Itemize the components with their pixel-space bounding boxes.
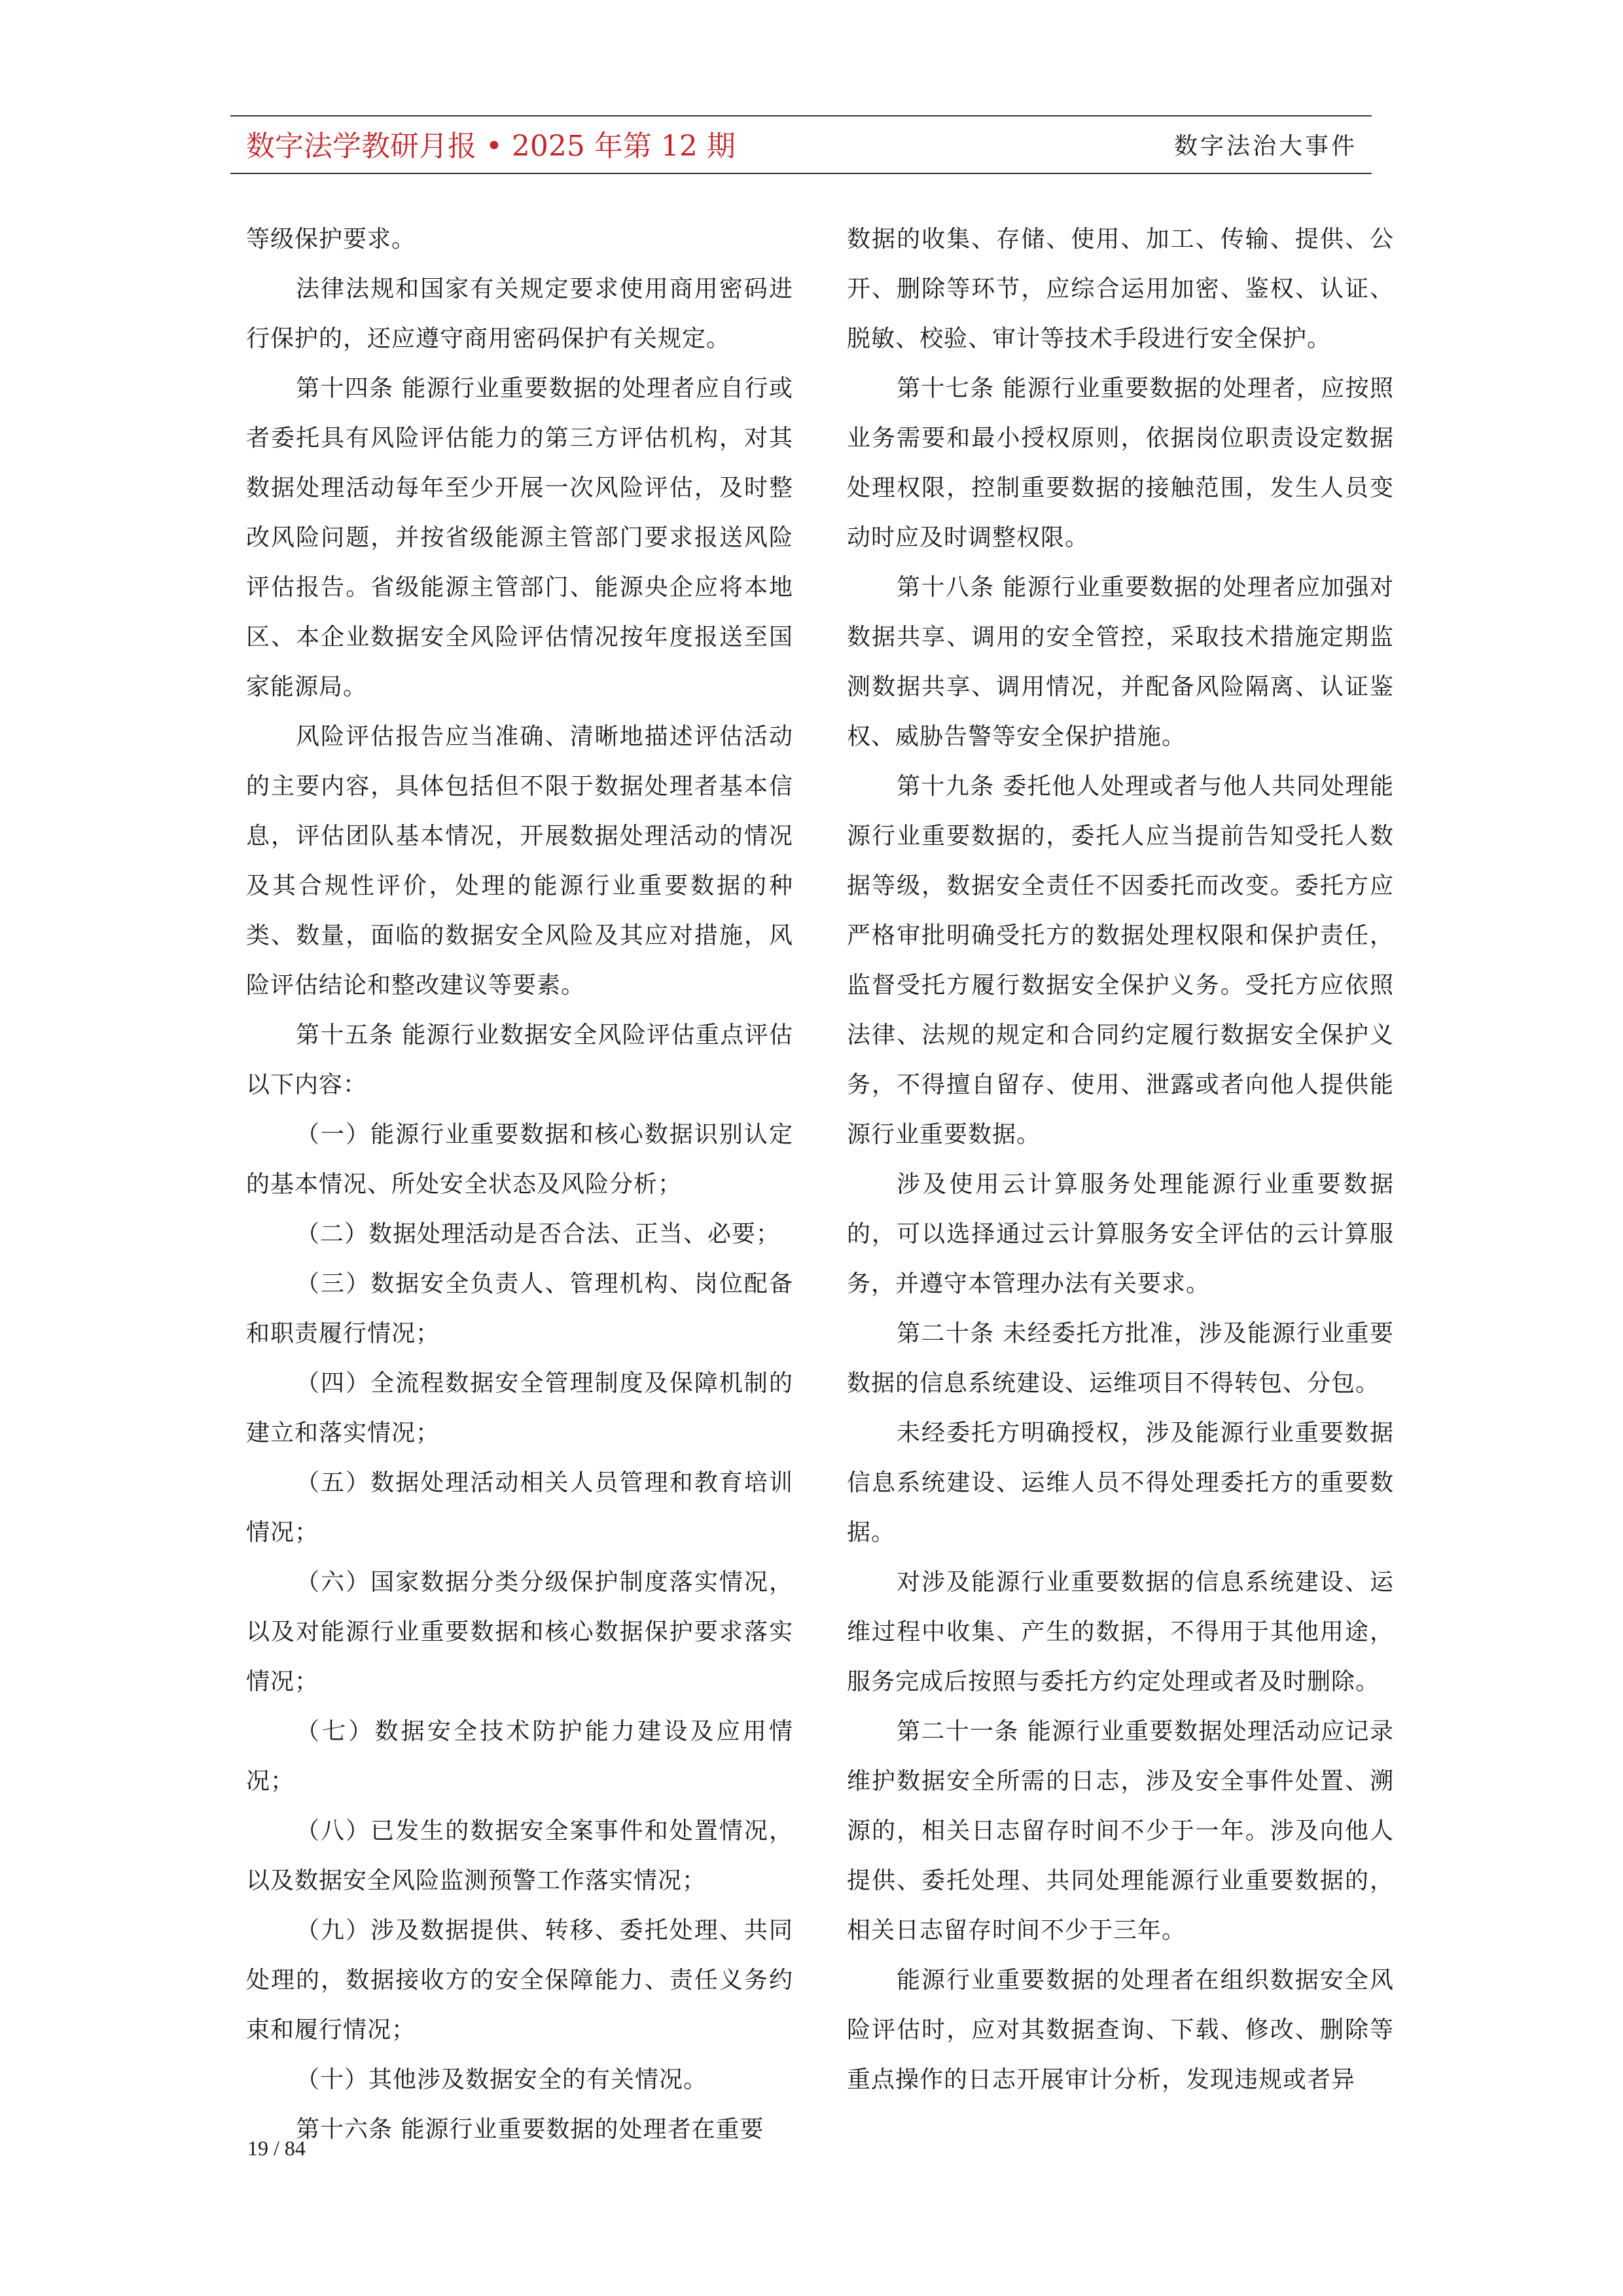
list-item: （九）涉及数据提供、转移、委托处理、共同处理的，数据接收方的安全保障能力、责任义务约束和履行情况； xyxy=(246,1917,793,2043)
paragraph: 第十五条 能源行业数据安全风险评估重点评估以下内容： xyxy=(246,1022,793,1098)
right-column xyxy=(847,215,1394,2105)
left-column xyxy=(246,215,793,2155)
journal-title: 数字法学教研月报 • 2025 年第 12 期 xyxy=(246,130,736,163)
list-item: （四）全流程数据安全管理制度及保障机制的建立和落实情况； xyxy=(246,1370,793,1446)
paragraph: 第二十一条 能源行业重要数据处理活动应记录维护数据安全所需的日志，涉及安全事件处置、溯源的，相关日志留存时间不少于一年。涉及向他人提供、委托处理、共同处理能源行业重要数据的，相关日志留存时间不少于三年。 xyxy=(847,1718,1394,1944)
paragraph: 未经委托方明确授权，涉及能源行业重要数据信息系统建设、运维人员不得处理委托方的重要数据。 xyxy=(847,1420,1394,1546)
paragraph: 涉及使用云计算服务处理能源行业重要数据的，可以选择通过云计算服务安全评估的云计算服务，并遵守本管理办法有关要求。 xyxy=(847,1171,1394,1297)
paragraph: 法律法规和国家有关规定要求使用商用密码进行保护的，还应遵守商用密码保护有关规定。 xyxy=(246,276,793,352)
paragraph: 等级保护要求。 xyxy=(246,226,416,253)
list-item: （六）国家数据分类分级保护制度落实情况，以及对能源行业重要数据和核心数据保护要求落实情况； xyxy=(246,1569,793,1695)
list-item: （一）能源行业重要数据和核心数据识别认定的基本情况、所处安全状态及风险分析； xyxy=(246,1121,793,1198)
list-item: （五）数据处理活动相关人员管理和教育培训情况； xyxy=(246,1469,793,1546)
list-item: （三）数据安全负责人、管理机构、岗位配备和职责履行情况； xyxy=(246,1270,793,1347)
list-item: （二）数据处理活动是否合法、正当、必要； xyxy=(296,1221,781,1247)
paragraph: 对涉及能源行业重要数据的信息系统建设、运维过程中收集、产生的数据，不得用于其他用途，服务完成后按照与委托方约定处理或者及时删除。 xyxy=(847,1569,1394,1695)
paragraph: 能源行业重要数据的处理者在组织数据安全风险评估时，应对其数据查询、下载、修改、删除等重点操作的日志开展审计分析，发现违规或者异 xyxy=(847,1967,1394,2093)
paragraph: 第十四条 能源行业重要数据的处理者应自行或者委托具有风险评估能力的第三方评估机构，对其数据处理活动每年至少开展一次风险评估，及时整改风险问题，并按省级能源主管部门要求报送风险评估报告。省级能源主管部门、能源央企应将本地区、本企业数据安全风险评估情况按年度报送至国家能源局。 xyxy=(246,375,793,700)
page-number: 19 / 84 xyxy=(247,2136,306,2160)
list-item: （八）已发生的数据安全案事件和处置情况，以及数据安全风险监测预警工作落实情况； xyxy=(246,1818,793,1894)
page-header xyxy=(230,115,1372,174)
paragraph: 数据的收集、存储、使用、加工、传输、提供、公开、删除等环节，应综合运用加密、鉴权、认证、脱敏、校验、审计等技术手段进行安全保护。 xyxy=(847,226,1394,352)
paragraph: 第十八条 能源行业重要数据的处理者应加强对数据共享、调用的安全管控，采取技术措施定期监测数据共享、调用情况，并配备风险隔离、认证鉴权、威胁告警等安全保护措施。 xyxy=(847,574,1394,750)
list-item: （十）其他涉及数据安全的有关情况。 xyxy=(296,2066,708,2093)
paragraph: 风险评估报告应当准确、清晰地描述评估活动的主要内容，具体包括但不限于数据处理者基本信息，评估团队基本情况，开展数据处理活动的情况及其合规性评价，处理的能源行业重要数据的种类、数量，面临的数据安全风险及其应对措施，风险评估结论和整改建议等要素。 xyxy=(246,723,793,999)
paragraph: 第十七条 能源行业重要数据的处理者，应按照业务需要和最小授权原则，依据岗位职责设定数据处理权限，控制重要数据的接触范围，发生人员变动时应及时调整权限。 xyxy=(847,375,1394,551)
section-title: 数字法治大事件 xyxy=(1173,133,1357,160)
paragraph: 第十六条 能源行业重要数据的处理者在重要 xyxy=(296,2116,764,2143)
paragraph: 第二十条 未经委托方批准，涉及能源行业重要数据的信息系统建设、运维项目不得转包、分包。 xyxy=(847,1320,1394,1397)
paragraph: 第十九条 委托他人处理或者与他人共同处理能源行业重要数据的，委托人应当提前告知受托人数据等级，数据安全责任不因委托而改变。委托方应严格审批明确受托方的数据处理权限和保护责任，监督受托方履行数据安全保护义务。受托方应依照法律、法规的规定和合同约定履行数据安全保护义务，不得擅自留存、使用、泄露或者向他人提供能源行业重要数据。 xyxy=(847,773,1394,1148)
list-item: （七）数据安全技术防护能力建设及应用情况； xyxy=(246,1718,793,1795)
